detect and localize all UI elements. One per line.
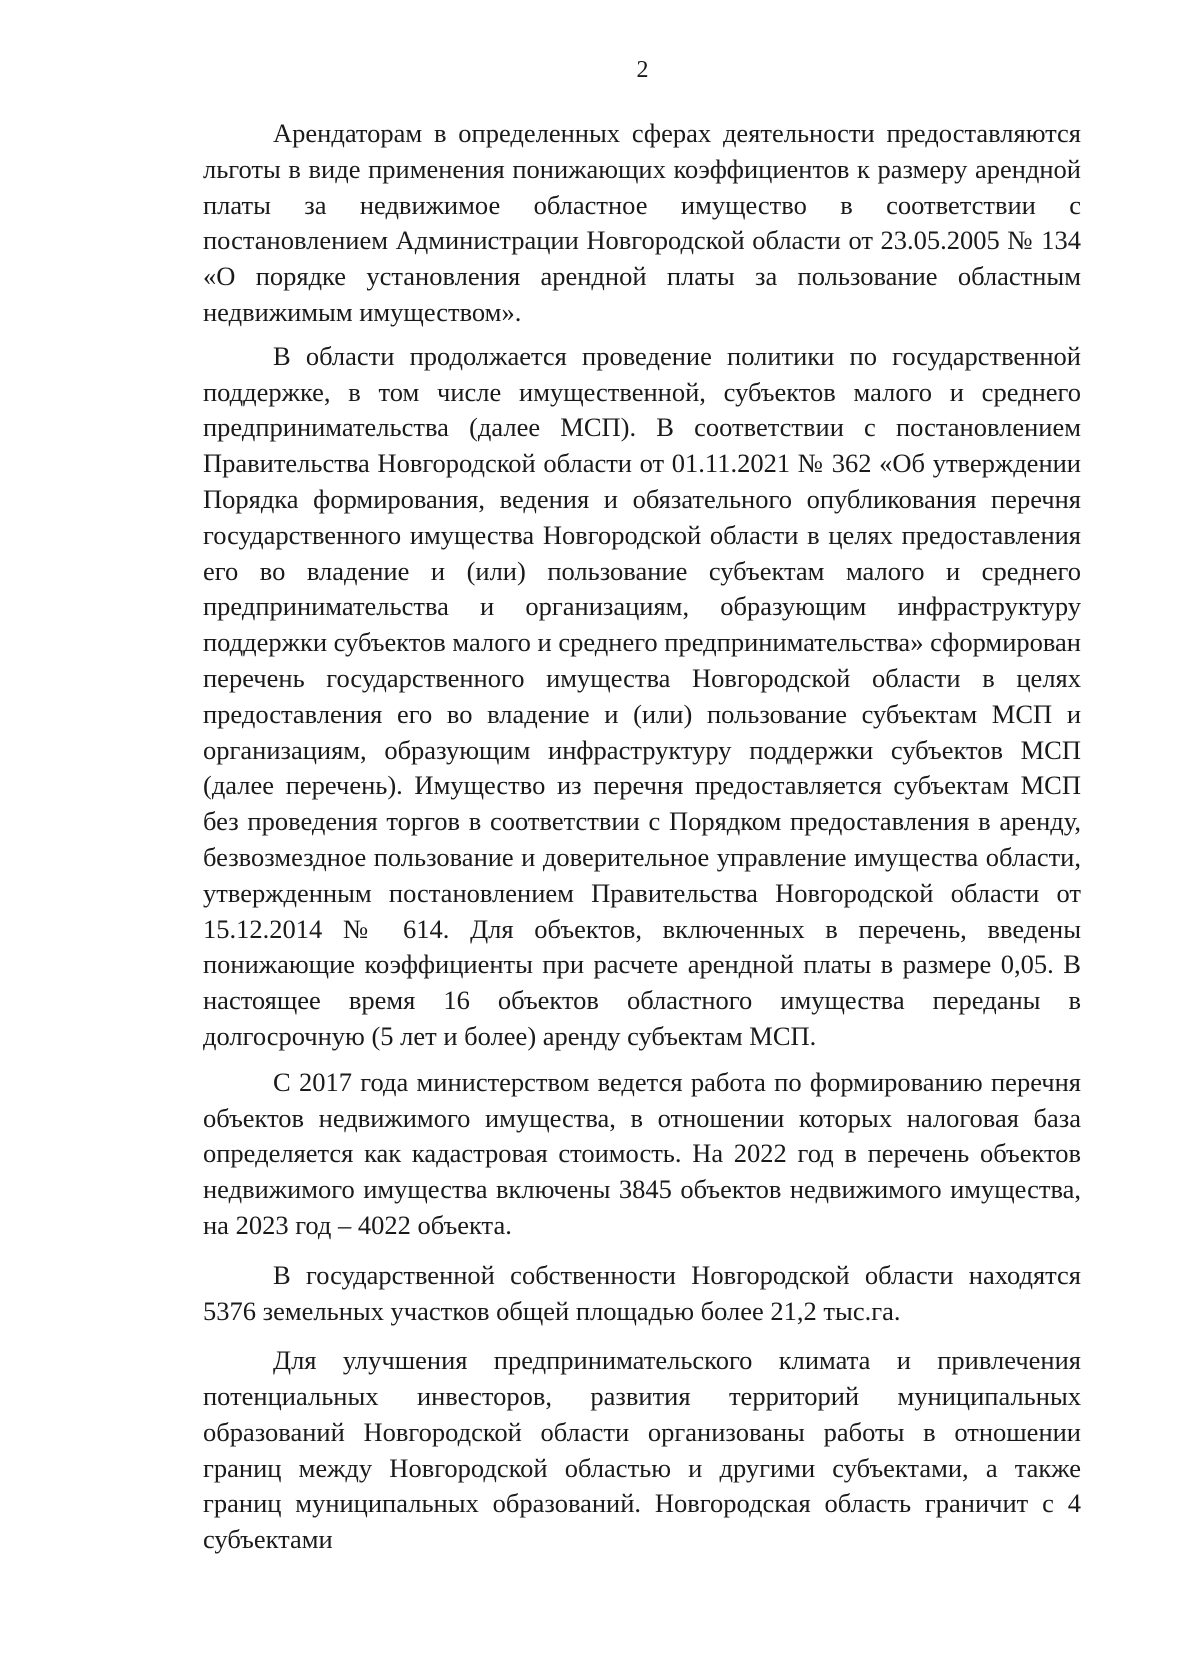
page-number: 2 <box>636 57 649 83</box>
paragraph-borders: Для улучшения предпринимательского климата и привлечения потенциальных инвесторов, развития территорий муниципальных образований Новгородской области организованы работы в отношении границ между Новгородской областью и другими субъектами, а также границ муниципальных образований. Новгородская область граничит с 4 субъектами <box>203 1345 1081 1555</box>
document-body <box>203 116 1081 1558</box>
paragraph-land-plots: В государственной собственности Новгородской области находятся 5376 земельных участков общей площадью более 21,2 тыс.га. <box>203 1259 1081 1326</box>
paragraph-cadastral-list: С 2017 года министерством ведется работа по формированию перечня объектов недвижимого имущества, в отношении которых налоговая база определяется как кадастровая стоимость. На 2022 год в перечень объектов недвижимого имущества включены 3845 объектов недвижимого имущества, на 2023 год – 4022 объекта. <box>203 1066 1081 1240</box>
paragraph-lease-benefits: Арендаторам в определенных сферах деятельности предоставляются льготы в виде применения понижающих коэффициентов к размеру арендной платы за недвижимое областное имущество в соответствии с постановлением Администрации Новгородской области от 23.05.2005 № 134 «О порядке установления арендной платы за пользование областным недвижимым имуществом». <box>203 118 1081 327</box>
paragraph-sme-support: В области продолжается проведение политики по государственной поддержке, в том числе имущественной, субъектов малого и среднего предпринимательства (далее МСП). В соответствии с постановлением Правительства Новгородской области от 01.11.2021 № 362 «Об утверждении Порядка формирования, ведения и обязательного опубликования перечня государственного имущества Новгородской области в целях предоставления его во владение и (или) пользование субъектам малого и среднего предпринимательства и организациям, образующим инфраструктуру поддержки субъектов малого и среднего предпринимательства» сформирован перечень государственного имущества Новгородской области в целях предоставления его во владение и (или) пользование субъектам МСП и организациям, образующим инфраструктуру поддержки субъектов МСП (далее перечень). Имущество из перечня предоставляется субъектам МСП без проведения торгов в соответствии с Порядком предоставления в аренду, безвозмездное пользование и доверительное управление имущества области, утвержденным постановлением Правительства Новгородской области от 15.12.2014 № 614. Для объектов, включенных в перечень, введены понижающие коэффициенты при расчете арендной платы в размере 0,05. В настоящее время 16 объектов областного имущества переданы в долгосрочную (5 лет и более) аренду субъектам МСП. <box>203 340 1081 1051</box>
